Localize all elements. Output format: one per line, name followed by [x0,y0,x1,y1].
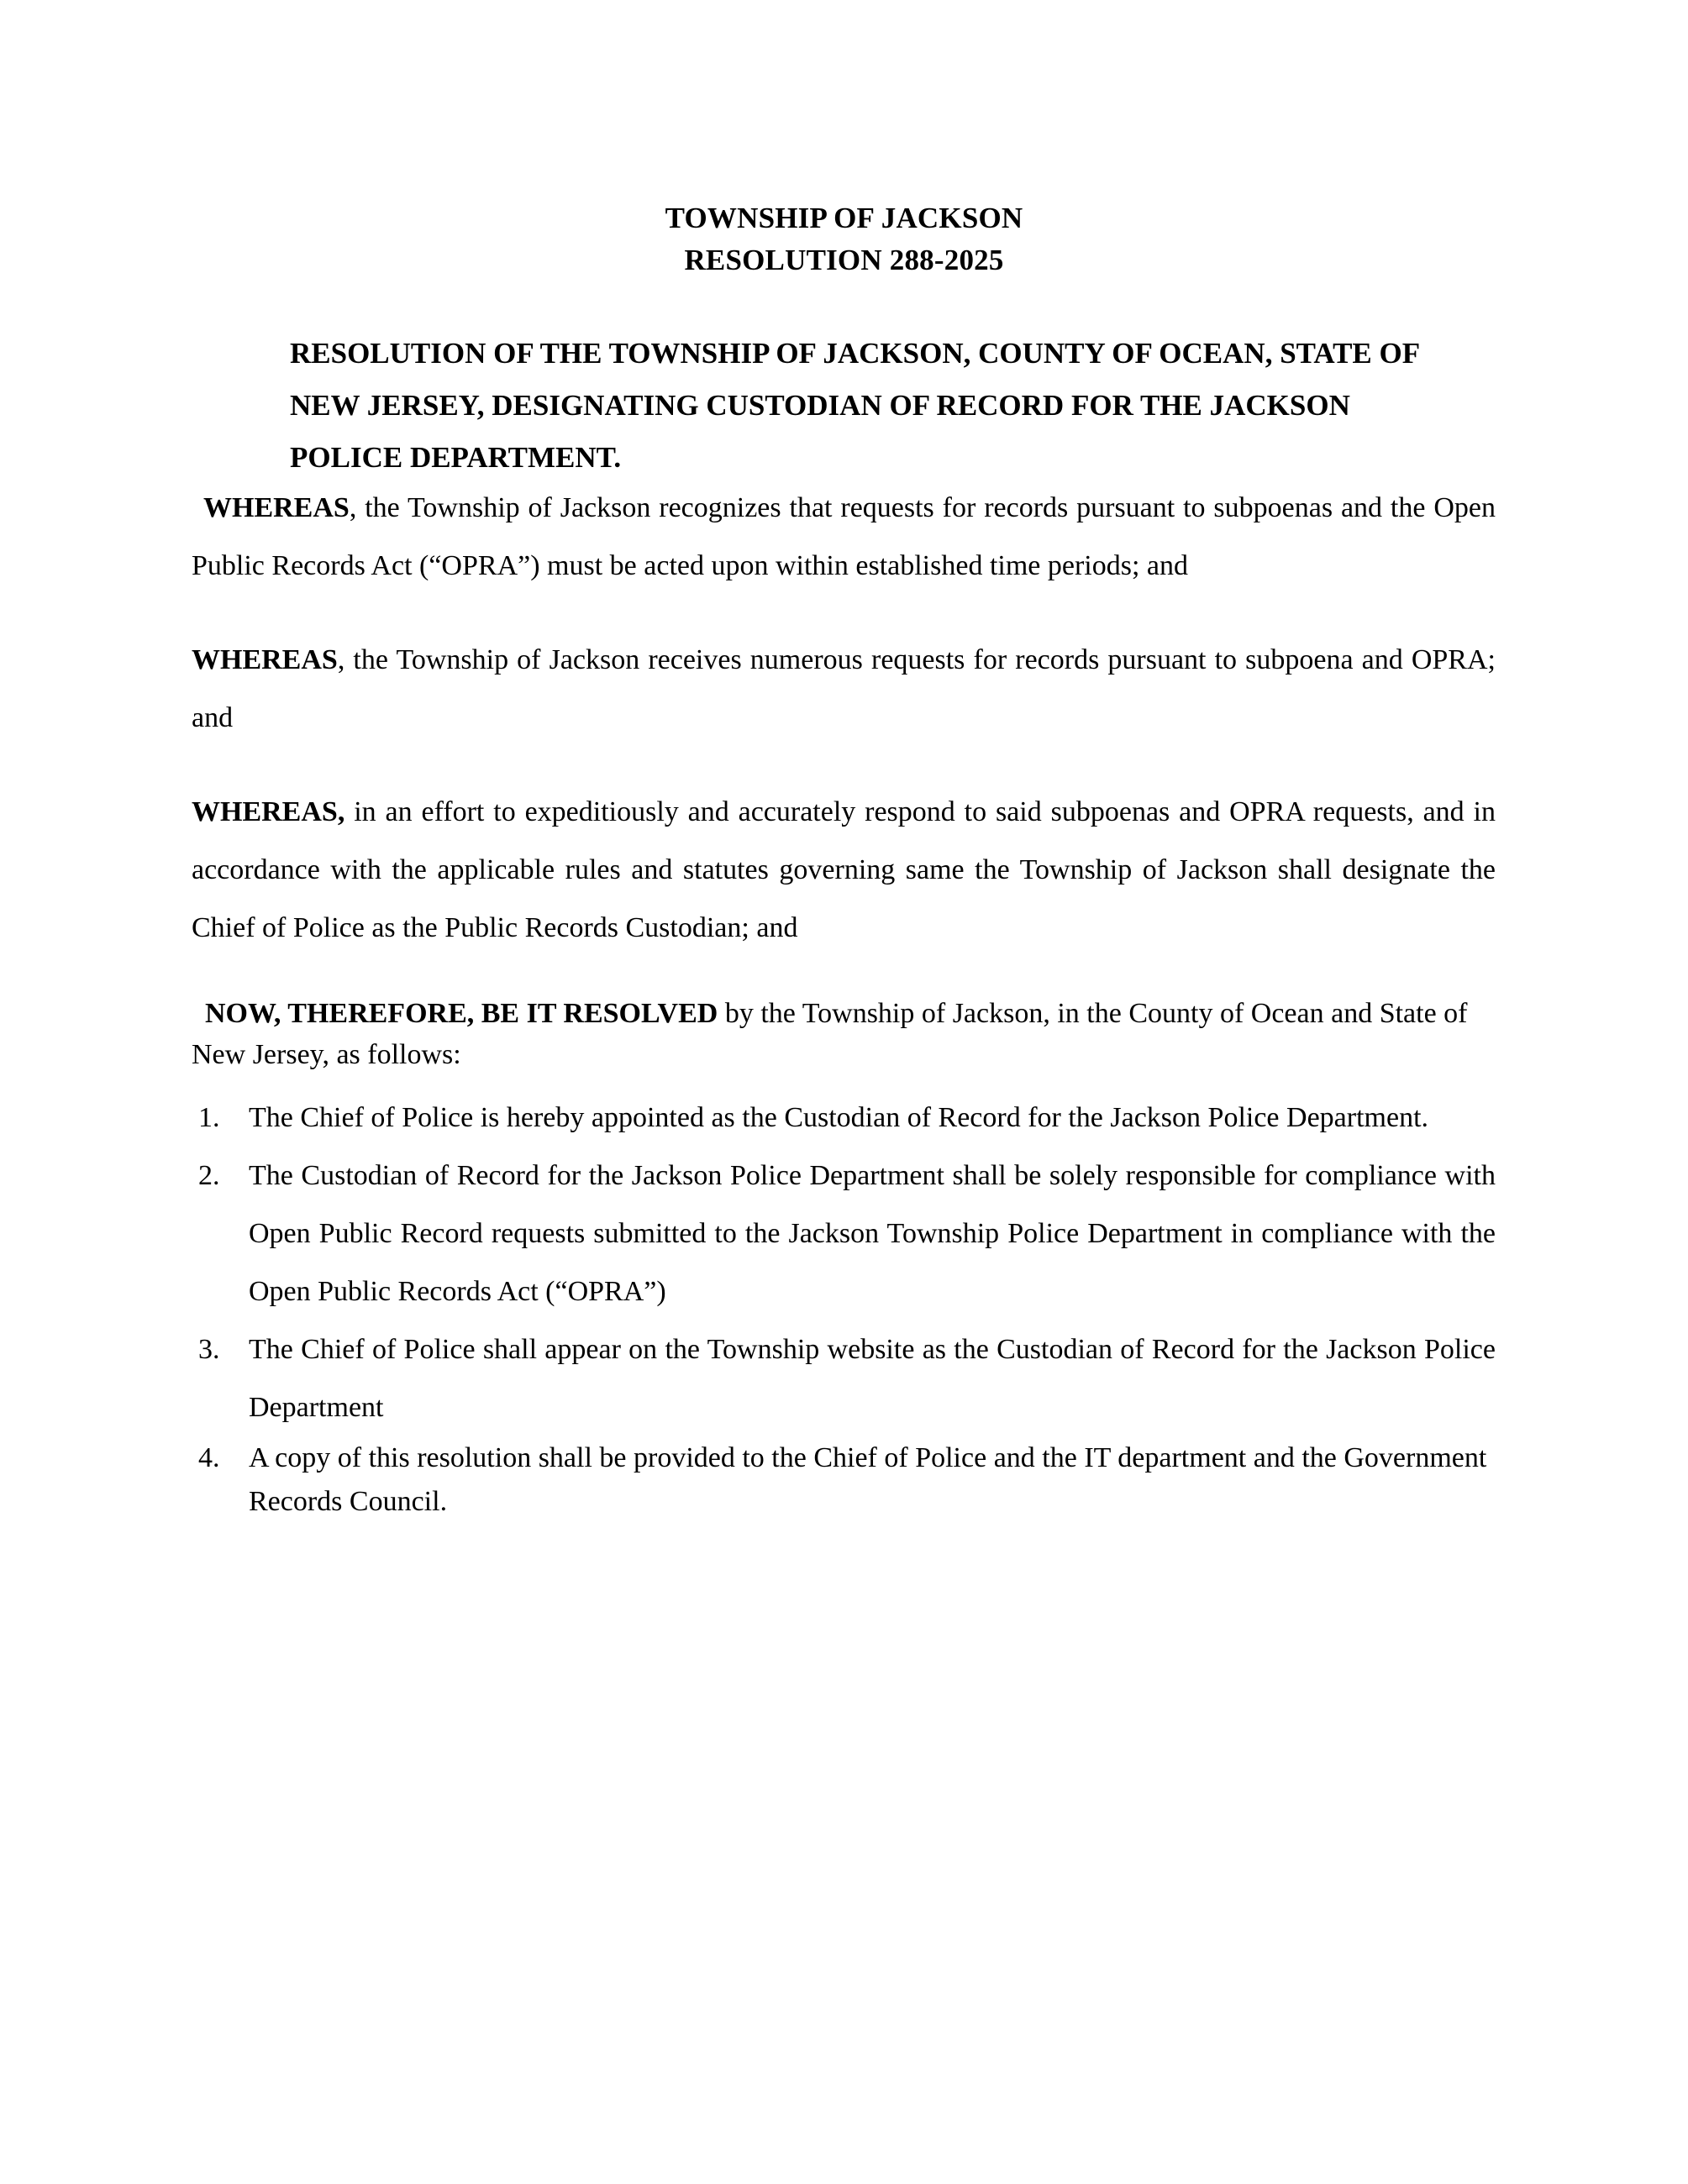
list-item-text: The Chief of Police shall appear on the Township website as the Custodian of Record for the Jackson Police Department [249,1334,1496,1423]
page-title: TOWNSHIP OF JACKSON [665,202,1023,234]
resolution-caption: RESOLUTION OF THE TOWNSHIP OF JACKSON, COUNTY OF OCEAN, STATE OF NEW JERSEY, DESIGNATING CUSTODIAN OF RECORD FOR THE JACKSON POLICE DEPARTMENT. [290,337,1419,474]
list-item [192,1089,1496,1147]
whereas-lead-2: WHEREAS [192,644,338,675]
list-item-text: The Chief of Police is hereby appointed as the Custodian of Record for the Jackson Police Department. [249,1102,1429,1133]
list-item-number: 4. [198,1442,220,1473]
document-title-block [0,197,1688,281]
whereas-text-3: in an effort to expeditiously and accurately respond to said subpoenas and OPRA requests, and in accordance with the applicable rules and statutes governing same the Township of Jackson shall designate the Chief of Police as the Public Records Custodian; and [192,796,1496,943]
now-therefore-clause [192,993,1496,1075]
resolution-number: RESOLUTION 288-2025 [684,244,1004,276]
whereas-clause-3 [192,783,1496,957]
resolution-items-list [192,1089,1496,1524]
whereas-clause-2 [192,631,1496,747]
document-body [192,479,1496,1524]
list-item-text: The Custodian of Record for the Jackson Police Department shall be solely responsible for compliance with Open Public Record requests submitted to the Jackson Township Police Department in compliance with the Open Public Records Act (“OPRA”) [249,1160,1496,1307]
list-item-number: 1. [198,1102,220,1133]
list-item-number: 2. [198,1160,220,1191]
now-therefore-lead: NOW, THEREFORE, BE IT RESOLVED [205,998,718,1029]
list-item [192,1320,1496,1436]
whereas-text-1: , the Township of Jackson recognizes that requests for records pursuant to subpoenas and the Open Public Records Act (“OPRA”) must be acted upon within established time periods; and [192,492,1496,581]
list-item-text: A copy of this resolution shall be provided to the Chief of Police and the IT department and the Government Records Council. [249,1442,1487,1517]
now-therefore-text: by the Township of Jackson, in the County of Ocean and State of New Jersey, as follows: [192,998,1468,1070]
whereas-lead-1: WHEREAS [203,492,350,523]
list-item [192,1436,1496,1524]
whereas-clause-1 [192,479,1496,595]
list-item [192,1147,1496,1320]
whereas-lead-3: WHEREAS, [192,796,345,827]
whereas-text-2: , the Township of Jackson receives numerous requests for records pursuant to subpoena and OPRA; and [192,644,1496,733]
list-item-number: 3. [198,1334,220,1365]
